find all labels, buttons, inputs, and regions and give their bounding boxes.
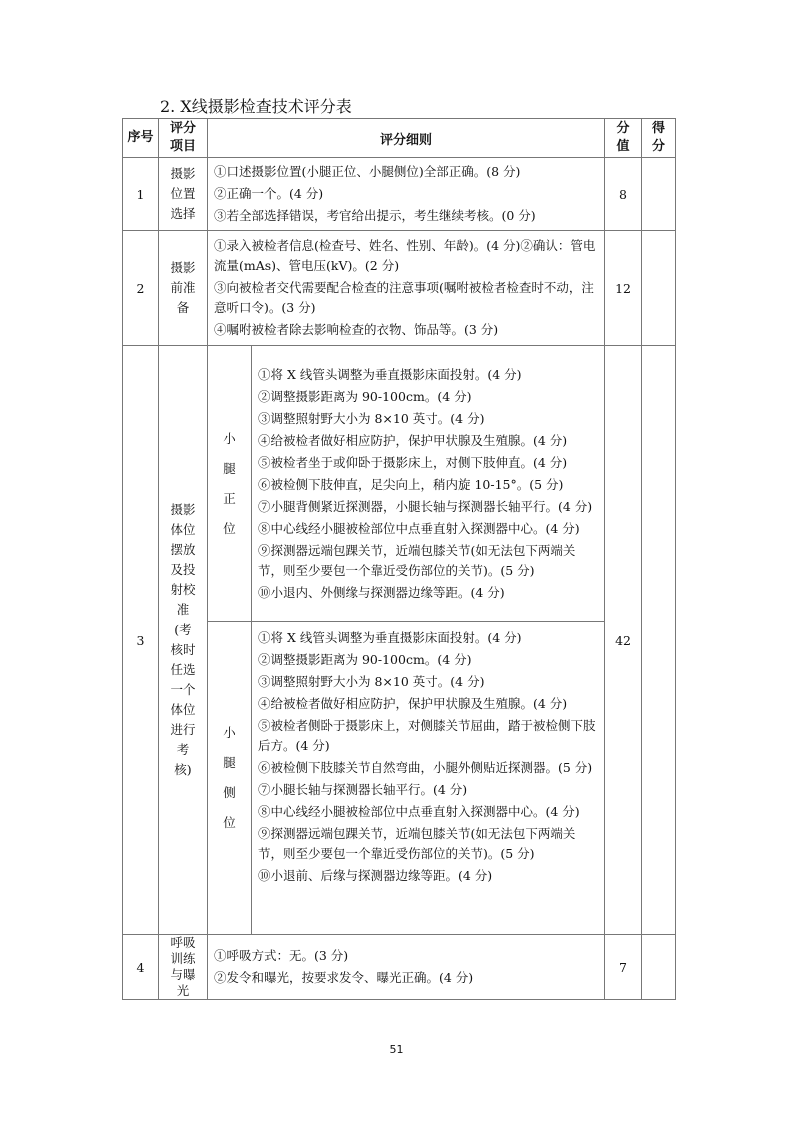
document-title: 2. X线摄影检查技术评分表 [160, 97, 352, 116]
detail-line: ⑧中心线经小腿被检部位中点垂直射入探测器中心。(4 分) [258, 520, 580, 536]
detail-line: ⑨探测器远端包踝关节，近端包膝关节(如无法包下两端关节，则至少要包一个靠近受伤部位的关节)。(5 分) [258, 542, 576, 578]
detail-line: ①口述摄影位置(小腿正位、小腿侧位)全部正确。(8 分) [214, 164, 521, 179]
row-details [208, 935, 605, 1000]
detail-line: ③调整照射野大小为 8×10 英寸。(4 分) [258, 410, 485, 426]
table-row [123, 158, 676, 231]
detail-line: ④给被检者做好相应防护，保护甲状腺及生殖腺。(4 分) [258, 432, 568, 448]
table-header [123, 119, 676, 158]
scoring-table [122, 118, 676, 1000]
row-details [208, 158, 605, 231]
row-got-cell[interactable] [642, 935, 676, 1000]
detail-line: ②调整摄影距离为 90-100cm。(4 分) [258, 388, 472, 404]
table-row [123, 231, 676, 346]
table-row [123, 935, 676, 1000]
detail-line: ⑤被检者坐于或仰卧于摄影床上，对侧下肢伸直。(4 分) [258, 454, 568, 470]
row-details [208, 231, 605, 346]
row-score: 7 [605, 935, 642, 1000]
detail-line: ⑦小腿长轴与探测器长轴平行。(4 分) [258, 782, 468, 797]
sub-details [252, 622, 605, 935]
detail-line: ⑥被检侧下肢膝关节自然弯曲，小腿外侧贴近探测器。(5 分) [258, 760, 593, 775]
header-score: 分值 [616, 121, 630, 154]
table-row [123, 346, 676, 622]
row-seq: 3 [123, 346, 159, 935]
detail-line: ⑤被检者侧卧于摄影床上，对侧膝关节屈曲，踏于被检侧下肢后方。(4 分) [258, 718, 596, 753]
sub-label: 小腿正位 [223, 430, 236, 536]
row-score: 42 [605, 346, 642, 935]
detail-line: ①录入被检者信息(检查号、姓名、性别、年龄)。(4 分)②确认：管电流量(mAs)、管电压(kV)。(2 分) [214, 238, 596, 273]
row-seq: 1 [123, 158, 159, 231]
detail-line: ①呼吸方式：无。(3 分) [214, 948, 349, 963]
detail-line: ③向被检者交代需要配合检查的注意事项(嘱咐被检者检查时不动，注意听口令)。(3 分) [214, 280, 594, 315]
detail-line: ⑧中心线经小腿被检部位中点垂直射入探测器中心。(4 分) [258, 804, 580, 819]
row-score: 12 [605, 231, 642, 346]
row-seq: 2 [123, 231, 159, 346]
detail-line: ②调整摄影距离为 90-100cm。(4 分) [258, 652, 472, 667]
detail-line: ①将 X 线管头调整为垂直摄影床面投射。(4 分) [258, 366, 522, 382]
detail-line: ③若全部选择错误，考官给出提示，考生继续考核。(0 分) [214, 208, 536, 223]
detail-line: ①将 X 线管头调整为垂直摄影床面投射。(4 分) [258, 630, 522, 645]
detail-line: ⑥被检侧下肢伸直，足尖向上，稍内旋 10-15°。(5 分) [258, 476, 564, 492]
detail-line: ⑩小退内、外侧缘与探测器边缘等距。(4 分) [258, 584, 505, 600]
row-item: 呼吸训练与曝光 [170, 935, 196, 998]
sub-label: 小腿侧位 [223, 725, 236, 830]
sub-details [252, 346, 605, 622]
row-score: 8 [605, 158, 642, 231]
header-item: 评分项目 [169, 121, 196, 154]
page-number: 51 [389, 1043, 404, 1056]
row-got-cell[interactable] [642, 231, 676, 346]
row-got-cell[interactable] [642, 158, 676, 231]
detail-line: ④嘱咐被检者除去影响检查的衣物、饰品等。(3 分) [214, 322, 499, 337]
detail-line: ⑨探测器远端包踝关节，近端包膝关节(如无法包下两端关节，则至少要包一个靠近受伤部位的关节)。(5 分) [258, 826, 576, 861]
detail-line: ⑩小退前、后缘与探测器边缘等距。(4 分) [258, 868, 493, 883]
detail-line: ③调整照射野大小为 8×10 英寸。(4 分) [258, 674, 485, 689]
row-seq: 4 [123, 935, 159, 1000]
detail-line: ⑦小腿背侧紧近探测器，小腿长轴与探测器长轴平行。(4 分) [258, 498, 593, 514]
header-seq: 序号 [127, 130, 154, 145]
row-item: 摄影位置选择 [170, 166, 196, 221]
header-got: 得分 [652, 121, 666, 154]
detail-line: ②正确一个。(4 分) [214, 186, 324, 201]
row-item: 摄影体位摆放及投射校准(考核时任选一个体位进行考核) [170, 502, 196, 777]
row-item: 摄影前准备 [170, 260, 196, 315]
row-got-cell[interactable] [642, 346, 676, 935]
header-detail: 评分细则 [208, 119, 605, 158]
detail-line: ④给被检者做好相应防护，保护甲状腺及生殖腺。(4 分) [258, 696, 568, 711]
detail-line: ②发令和曝光，按要求发令、曝光正确。(4 分) [214, 970, 474, 985]
